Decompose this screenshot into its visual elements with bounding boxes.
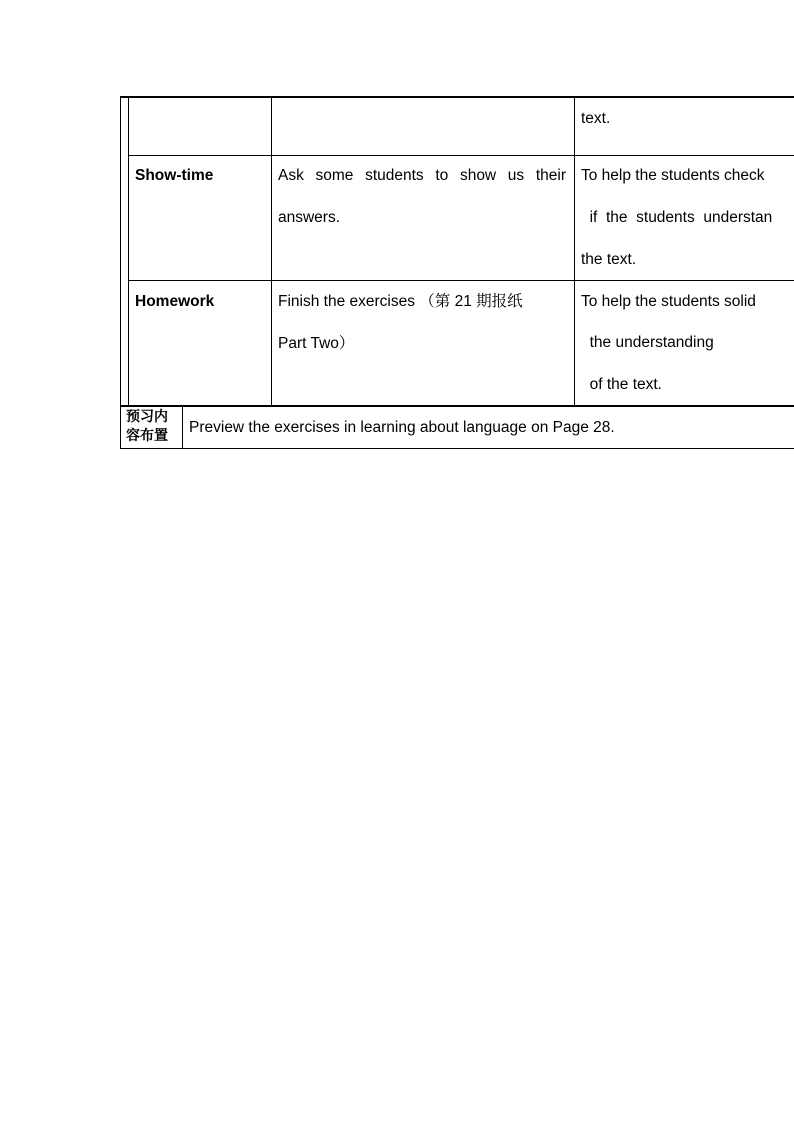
row-2-step: Show-time (135, 167, 214, 184)
inner-left-border (128, 96, 129, 406)
row-3-activity-line-2: Part Two） (278, 335, 355, 352)
row-2-activity-line-1: Ask some students to show us their (278, 167, 566, 184)
preview-label-line-2: 容布置 (126, 428, 168, 444)
preview-content: Preview the exercises in learning about language on Page 28. (189, 419, 615, 436)
row-2-purpose-line-2: if the students understan (581, 209, 773, 226)
row-3-step: Homework (135, 293, 215, 310)
preview-label-divider (182, 406, 183, 449)
row-2-activity-line-2: answers. (278, 209, 341, 226)
row-3-activity-line-1: Finish the exercises （第 21 期报纸 (278, 293, 523, 310)
row-3-purpose-line-1: To help the students solid (581, 293, 756, 310)
row-2-purpose-line-1: To help the students check (581, 167, 765, 184)
column-divider-1 (271, 96, 272, 406)
row-3-purpose-line-2: the understanding (581, 334, 714, 351)
row-3-purpose-line-3: of the text. (581, 376, 662, 393)
preview-label-line-1: 预习内 (126, 409, 168, 425)
row-2-purpose-line-3: the text. (581, 251, 637, 268)
table-top-border (120, 96, 794, 98)
outer-left-border (120, 96, 121, 449)
column-divider-2 (574, 96, 575, 406)
row-1-purpose-line-1: text. (581, 110, 611, 127)
